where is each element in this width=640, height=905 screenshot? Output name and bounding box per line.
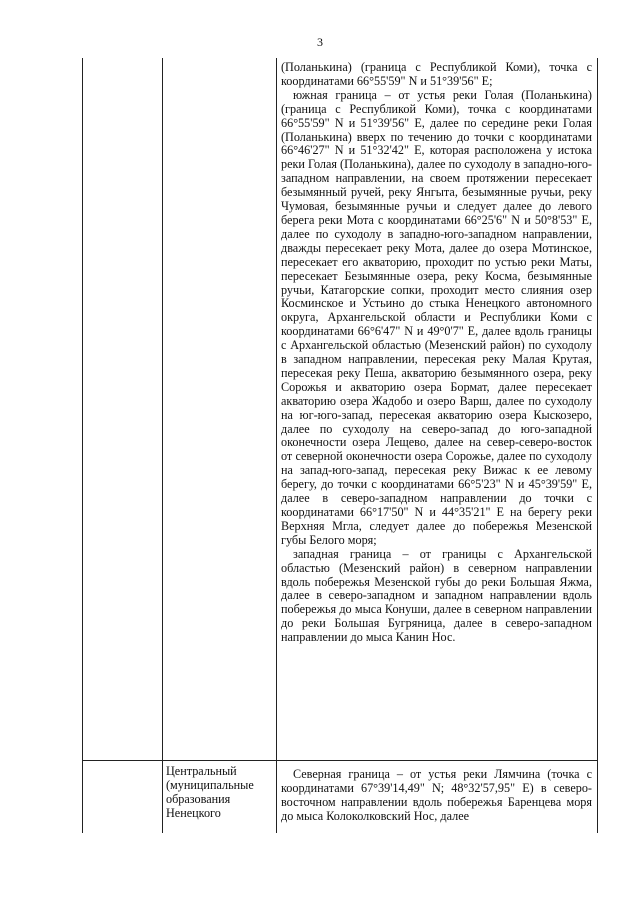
paragraph-west-boundary: западная граница – от границы с Архангельской областью (Мезенский район) в северном направлении вдоль побережья Мезенской губы до реки Большая Яжма, далее в северо-западном и западном направлении вдоль побережья до мыса Конуши, далее в северном направлении до реки Большая Бугряница, далее в северо-западном направлении до мыса Канин Нос. [281, 546, 592, 645]
boundary-description-row2 [281, 768, 592, 824]
table-column-divider-1 [162, 58, 163, 833]
table-column-divider-2 [276, 58, 277, 833]
page-number: 3 [317, 35, 323, 49]
district-label-line: Ненецкого [166, 806, 221, 820]
paragraph-continuation: (Поланькина) (граница с Республикой Коми), точка с координатами 66°55'59" N и 51°39'56" E; [281, 60, 592, 88]
paragraph-north-boundary: Северная граница – от устья реки Лямчина (точка с координатами 67°39'14,49" N; 48°32'57,95" E) в северо-восточном направлении вдоль побережья Баренцева моря до мыса Колоколковский Нос, далее [281, 767, 592, 823]
boundary-description-row1 [281, 61, 592, 645]
boundary-table [82, 58, 598, 833]
district-label-line: (муниципальные [166, 778, 254, 792]
table-row-divider [82, 760, 598, 761]
table-border-right [597, 58, 598, 833]
paragraph-south-boundary: южная граница – от устья реки Голая (Поланькина) (граница с Республикой Коми), точка с координатами 66°55'59" N и 51°39'56" E, далее по середине реки Голая (Поланькина) вверх по течению до точки с координатами 66°46'27" N и 51°32'42" E, которая расположена у истока реки Голая (Поланькина), далее по суходолу в западно-юго-западном направлении, на своем протяжении пересекает безымянный ручей, реку Янгыта, безымянные ручьи, реку Чумовая, безымянные ручьи и следует далее до левого берега реки Мота с координатами 66°25'6" N и 50°8'53" E, далее по суходолу в западно-юго-западном направлении, дважды пересекает реку Мота, далее до озера Мотинское, пересекает его акваторию, проходит по устью реки Маты, пересекает Безымянные озера, реку Косма, безымянные ручьи, Катагорские сопки, проходит место слияния озер Косминское и Устьино до стыка Ненецкого автономного округа, Архангельской области и Республики Коми с координатами 66°6'47" N и 49°0'7" E, далее вдоль границы с Архангельской областью (Мезенский район) по суходолу в западном направлении, пересекая реку Малая Крутая, пересекая реку Пеша, акваторию безымянного озера, реку Сорожья и акваторию озера Бормат, далее пересекает акваторию озера Жадобо и озеро Варш, далее по суходолу на юг-юго-запад, пересекая акваторию озера Кыскозеро, далее по суходолу на северо-запад до юго-западной оконечности озера Лещево, далее на север-северо-восток от северной оконечности озера Сорожье, далее по суходолу на запад-юго-запад, пересекая реку Вижас к ее левому берегу, до точки с координатами 66°5'23" N и 45°39'59" E, далее в северо-западном направлении до точки с координатами 66°17'50" N и 44°35'21" E на берегу реки Верхняя Мгла, следует далее до побережья Мезенской губы Белого моря; [281, 87, 592, 547]
district-label-cell [166, 764, 276, 820]
district-label-line: образования [166, 792, 231, 806]
district-label-line: Центральный [166, 764, 237, 778]
table-border-left [82, 58, 83, 833]
